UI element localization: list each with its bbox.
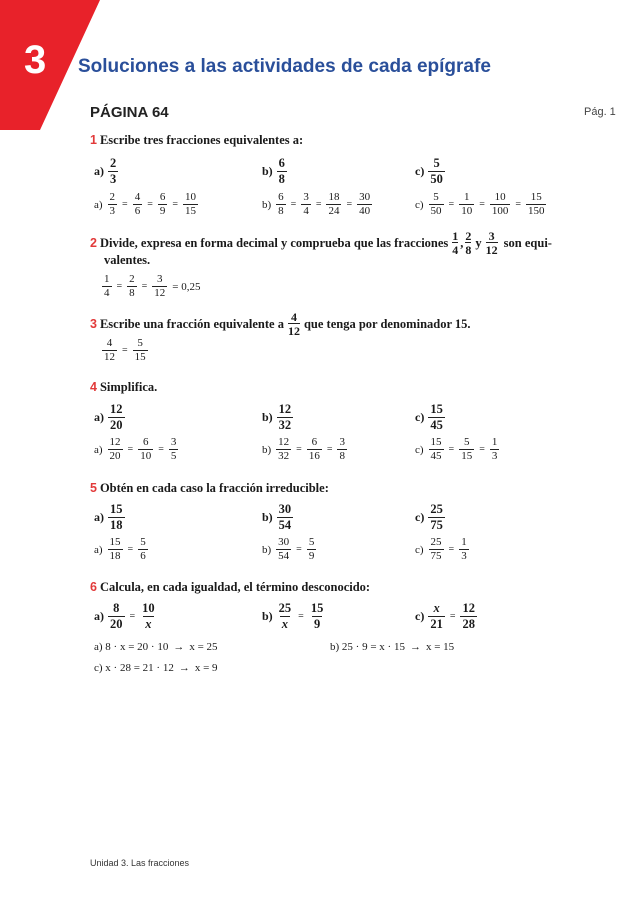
fraction: $\frac{6}{8}$ <box>278 156 285 186</box>
q1-a-prompt <box>94 157 120 185</box>
q4-b-prompt: b) $\frac{12}{32}$ <box>262 402 292 432</box>
q1-b-solution: b) $\frac{6}{8}$ = $\frac{3}{4}$ = $\frac{18}{24}$ = $\frac{30}{40}$ <box>262 191 371 217</box>
page-number: Pág. 1 <box>584 106 616 118</box>
question-number: 1 <box>90 133 97 147</box>
question-text: Simplifica. <box>99 380 158 394</box>
question-number: 4 <box>90 380 97 394</box>
fraction: $\frac{1}{4}$ <box>452 229 459 257</box>
q6-a-prompt: a) $\frac{8}{20}$ = $\frac{10}{x}$ <box>94 601 155 631</box>
q1-b-prompt <box>262 157 289 185</box>
question-number: 3 <box>90 317 97 331</box>
q1-c-solution: c) $\frac{5}{50}$ = $\frac{1}{10}$ = $\frac{10}{100}$ = $\frac{15}{150}$ <box>415 191 545 217</box>
conjunction: y <box>475 235 482 250</box>
q5-a-solution: a) $\frac{15}{18}$ = $\frac{5}{6}$ <box>94 536 146 562</box>
separator: , <box>460 235 464 250</box>
question-3 <box>90 311 471 337</box>
q6-b-solution: b) 25 · 9 = x · 15 → x = 15 <box>330 641 455 653</box>
question-6 <box>90 580 370 595</box>
unit-number: 3 <box>24 38 47 82</box>
q6-b-prompt: b) $\frac{25}{x}$ = $\frac{15}{9}$ <box>262 601 324 631</box>
q6-a-solution: a) 8 · x = 20 · 10 → x = 25 <box>94 641 218 653</box>
q3-solution: $\frac{4}{12}$ = $\frac{5}{15}$ <box>104 337 146 363</box>
question-text: Escribe una fracción equivalente a <box>99 316 284 331</box>
question-number: 6 <box>90 580 97 594</box>
q1-a-solution: a) $\frac{2}{3}$ = $\frac{4}{6}$ = $\frac{6}{9}$ = $\frac{10}{15}$ <box>94 191 196 217</box>
q5-c-solution: c) $\frac{25}{75}$ = $\frac{1}{3}$ <box>415 536 467 562</box>
q5-c-prompt: c) $\frac{25}{75}$ <box>415 502 443 532</box>
q4-a-prompt: a) $\frac{12}{20}$ <box>94 402 123 432</box>
page-title: Soluciones a las actividades de cada epígrafe <box>78 56 491 77</box>
q6-c-prompt: c) $\frac{x}{21}$ = $\frac{12}{28}$ <box>415 601 475 631</box>
q1-c-prompt <box>415 157 447 185</box>
item-label: c) <box>415 163 425 178</box>
question-number: 5 <box>90 481 97 495</box>
q6-c-solution: c) x · 28 = 21 · 12 → x = 9 <box>94 662 218 674</box>
question-2 <box>90 230 552 256</box>
item-label: a) <box>94 163 104 178</box>
fraction: $\frac{2}{8}$ <box>465 229 472 257</box>
question-text: Escribe tres fracciones equivalentes a: <box>99 133 304 147</box>
page-footer: Unidad 3. Las fracciones <box>90 858 190 868</box>
question-2-line2: valentes. <box>104 253 151 267</box>
item-label: b) <box>262 163 273 178</box>
q5-a-prompt: a) $\frac{15}{18}$ <box>94 502 123 532</box>
question-text: Obtén en cada caso la fracción irreducible: <box>99 481 329 495</box>
q5-b-prompt: b) $\frac{30}{54}$ <box>262 502 292 532</box>
q4-c-solution: c) $\frac{15}{45}$ = $\frac{5}{15}$ = $\frac{1}{3}$ <box>415 436 498 462</box>
q4-a-solution: a) $\frac{12}{20}$ = $\frac{6}{10}$ = $\frac{3}{5}$ <box>94 436 177 462</box>
fraction: $\frac{2}{3}$ <box>110 156 117 186</box>
fraction: $\frac{5}{50}$ <box>430 156 443 186</box>
fraction: $\frac{3}{12}$ <box>485 229 498 257</box>
q4-b-solution: b) $\frac{12}{32}$ = $\frac{6}{16}$ = $\frac{3}{8}$ <box>262 436 345 462</box>
question-number: 2 <box>90 236 97 250</box>
question-4 <box>90 380 157 395</box>
question-text: Divide, expresa en forma decimal y comprueba que las fracciones <box>99 235 449 250</box>
q5-b-solution: b) $\frac{30}{54}$ = $\frac{5}{9}$ <box>262 536 315 562</box>
question-text: Calcula, en cada igualdad, el término desconocido: <box>99 580 371 594</box>
q2-solution: $\frac{1}{4}$ = $\frac{2}{8}$ = $\frac{3}{12}$ = 0,25 <box>104 273 201 299</box>
page-label: PÁGINA 64 <box>90 104 169 121</box>
question-1 <box>90 133 303 148</box>
q4-c-prompt: c) $\frac{15}{45}$ <box>415 402 443 432</box>
fraction: $\frac{4}{12}$ <box>287 310 300 338</box>
question-5 <box>90 481 329 496</box>
question-text-cont: que tenga por denominador 15. <box>303 316 471 331</box>
question-text-cont: son equi- <box>503 235 552 250</box>
